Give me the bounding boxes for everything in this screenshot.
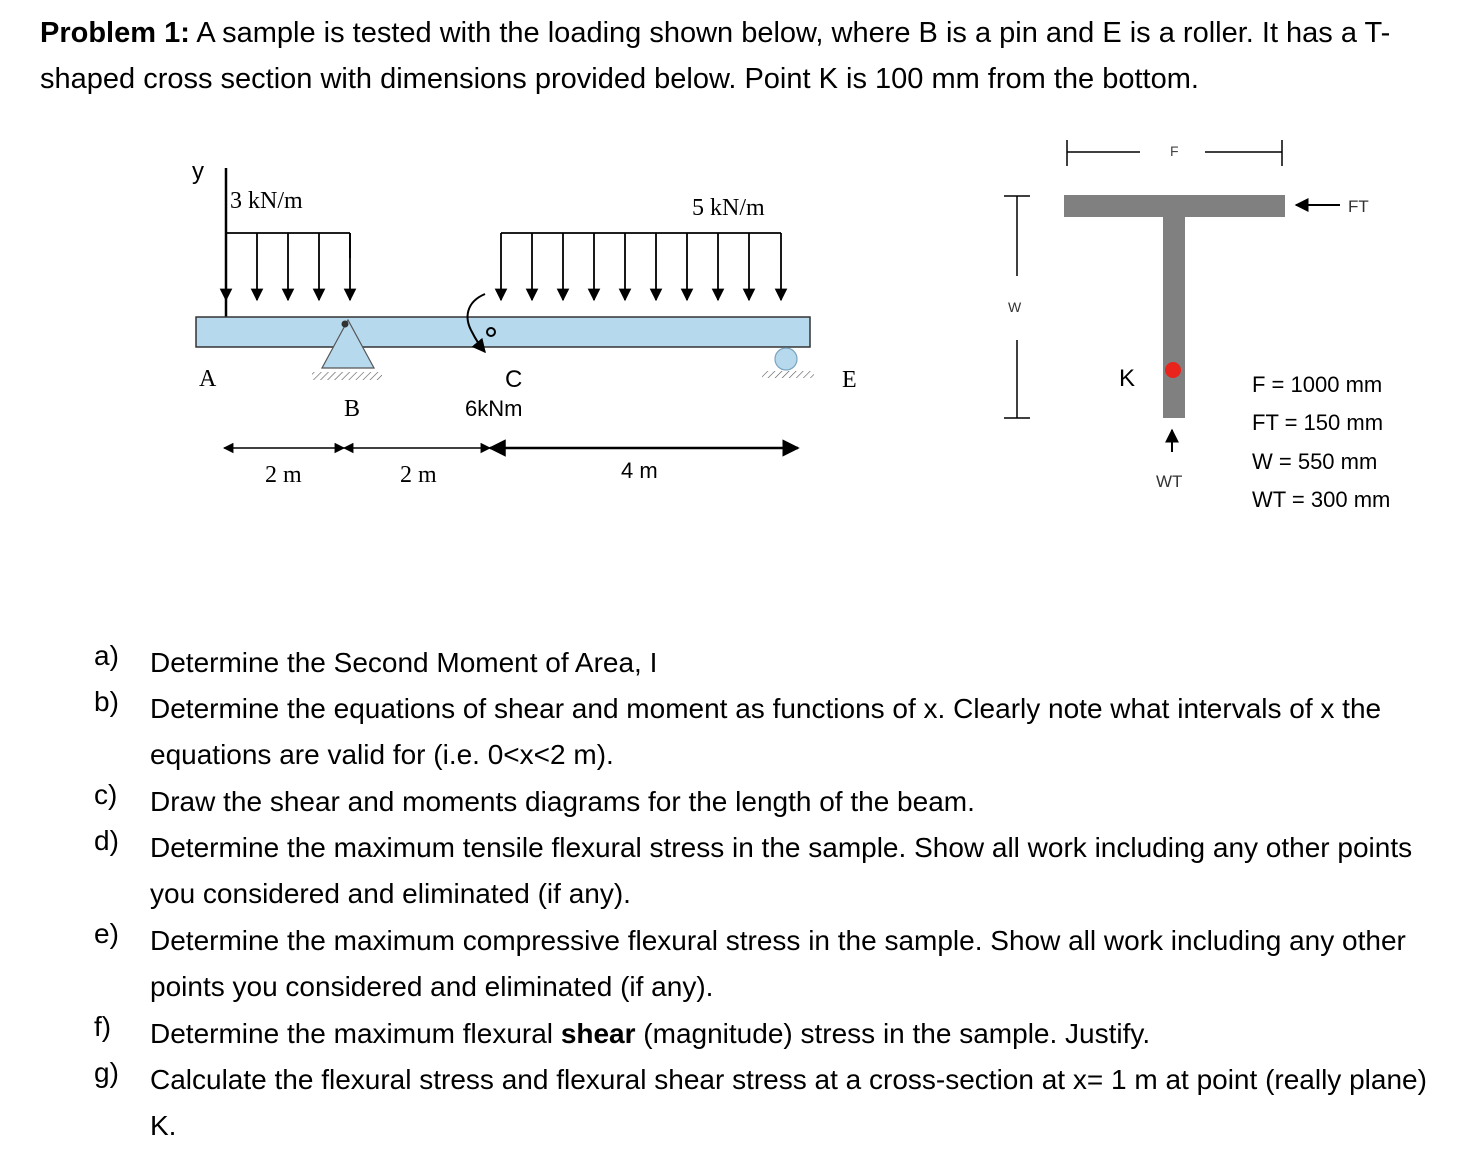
- flange: [1064, 195, 1285, 217]
- dim-w-value: W = 550 mm: [1252, 449, 1378, 474]
- question-label: d): [94, 825, 119, 856]
- beam: [196, 317, 810, 347]
- question-text: Determine the maximum tensile flexural stress in the sample. Show all work including any other points you considered and eliminated (if any).: [150, 832, 1413, 909]
- dim-bc-label: 2 m: [400, 462, 437, 488]
- question-label: b): [94, 686, 119, 717]
- web: [1163, 217, 1185, 418]
- dim-wt-value: WT = 300 mm: [1252, 487, 1391, 512]
- question-text-pre: Determine the maximum flexural: [150, 1018, 561, 1049]
- problem-label: Problem 1:: [40, 17, 190, 49]
- ground-b: [312, 372, 382, 380]
- question-text: Determine the maximum compressive flexural stress in the sample. Show all work including any other points you considered and eliminated (if any).: [150, 925, 1406, 1002]
- question-text: Calculate the flexural stress and flexural shear stress at a cross-section at x= 1 m at point (really plane) K.: [150, 1064, 1427, 1141]
- question-label: e): [94, 918, 119, 949]
- question-text-bold: shear: [560, 1018, 636, 1049]
- dim-f-value: F = 1000 mm: [1252, 372, 1383, 397]
- load-right-arrows: [501, 233, 781, 300]
- dim-ft-value: FT = 150 mm: [1252, 410, 1384, 435]
- label-ft: FT: [1348, 197, 1369, 216]
- label-f: F: [1170, 143, 1179, 159]
- question-text: Draw the shear and moments diagrams for the length of the beam.: [150, 786, 975, 817]
- label-w: W: [1008, 299, 1022, 315]
- t-section: [1004, 140, 1369, 491]
- ground-e: [762, 371, 814, 378]
- load-left-label: 3 kN/m: [230, 188, 303, 214]
- question-text: [150, 1011, 1450, 1057]
- dim-ce-label: 4 m: [621, 458, 658, 483]
- pin-b: [342, 321, 349, 328]
- load-right-label: 5 kN/m: [692, 195, 765, 221]
- question-label: a): [94, 640, 119, 671]
- point-b-label: B: [344, 396, 361, 422]
- question-text: Determine the equations of shear and moment as functions of x. Clearly note what intervals of x the equations are valid for (i.e. 0<x<2 m).: [150, 693, 1382, 770]
- y-axis-label: y: [192, 158, 204, 185]
- moment-label: 6kNm: [465, 396, 523, 421]
- point-c-label: C: [505, 366, 523, 393]
- roller-support-e: [775, 348, 797, 370]
- label-k: K: [1119, 365, 1136, 392]
- point-a-label: A: [199, 366, 217, 392]
- question-text: Determine the Second Moment of Area, I: [150, 647, 658, 678]
- point-e-label: E: [842, 367, 857, 393]
- question-text-post: (magnitude) stress in the sample. Justify.: [635, 1018, 1151, 1049]
- question-label: c): [94, 779, 118, 810]
- question-label: g): [94, 1057, 119, 1088]
- load-left-arrows: [226, 233, 350, 300]
- label-wt: WT: [1156, 472, 1183, 491]
- problem-text: A sample is tested with the loading shown below, where B is a pin and E is a roller. It has a T-shaped cross section with dimensions provided below. Point K is 100 mm from the bottom.: [40, 17, 1391, 95]
- point-k-marker: [1165, 362, 1181, 378]
- dim-ab-label: 2 m: [265, 462, 302, 488]
- question-label: f): [94, 1011, 112, 1042]
